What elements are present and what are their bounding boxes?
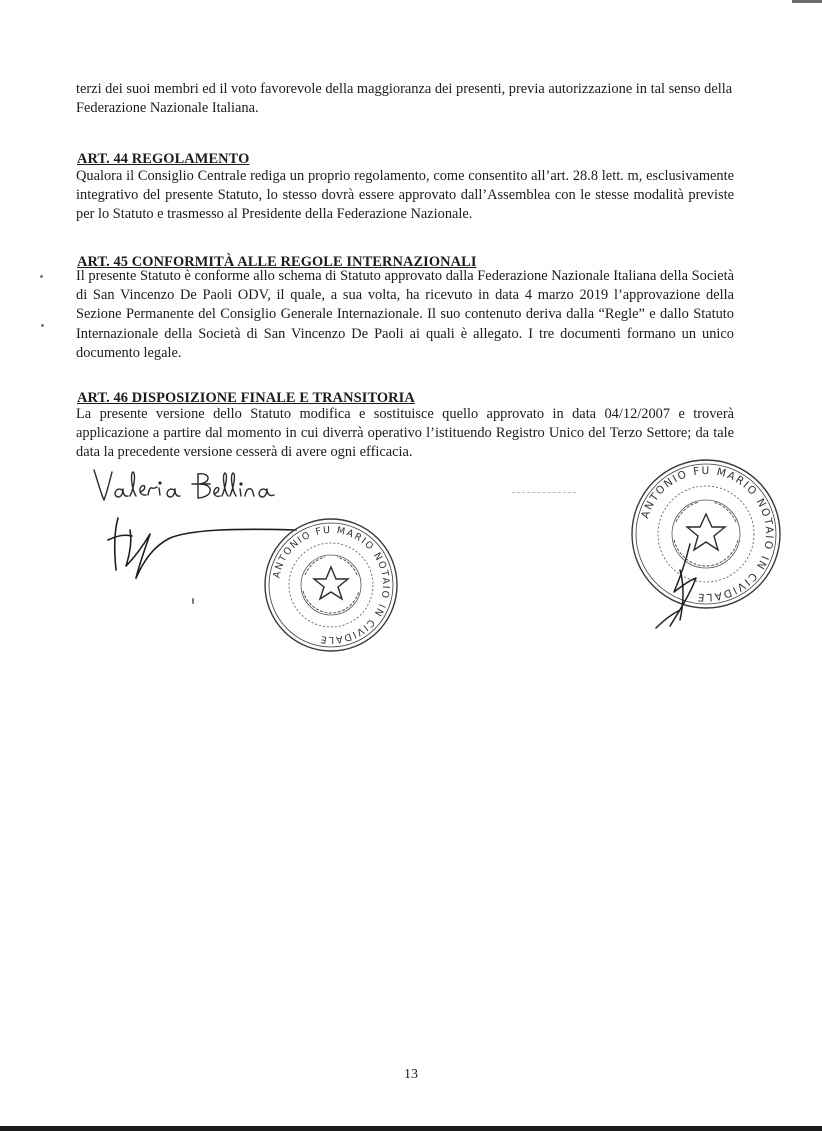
scan-speck — [40, 275, 43, 278]
svg-text:ANTONIO FU MARIO NOTAIO IN CIV: ANTONIO FU MARIO NOTAIO IN CIVIDALE — [639, 464, 776, 604]
article-46-body: La presente versione dello Statuto modifica e sostituisce quello approvato in data 04/12/2007 e troverà applicazione a partire dal momento in cui diverrà operativo l’istituendo Registro Unico del Terzo Settore; da tale data la precedente versione cesserà di avere ogni efficacia. — [76, 406, 734, 461]
svg-text:ANTONIO FU MARIO NOTAIO IN CIV: ANTONIO FU MARIO NOTAIO IN CIVIDALE — [271, 524, 392, 646]
signature-valeria-bellina — [88, 462, 308, 508]
article-45-heading: ART. 45 CONFORMITÀ ALLE REGOLE INTERNAZIONALI — [77, 254, 477, 270]
notary-signature-right — [650, 540, 710, 632]
article-45-body: Il presente Statuto è conforme allo schema di Statuto approvato dalla Federazione Nazionale Italiana della Società di San Vincenzo De Paoli ODV, il quale, a sua volta, ha ricevuto in data 4 marzo 2019 l’approvazione della Sezione Permanente del Consiglio Generale Internazionale. Il suo contenuto deriva dalla “Regle” e dallo Statuto Internazionale della Società di San Vincenzo De Paoli ai quali è allegato. I tre documenti formano un unico documento legale. — [76, 268, 734, 361]
article-46-heading: ART. 46 DISPOSIZIONE FINALE E TRANSITORIA — [77, 390, 415, 406]
article-44-body: Qualora il Consiglio Centrale rediga un proprio regolamento, come consentito all’art. 28.8 lett. m, esclusivamente integrativo del presente Statuto, lo stesso dovrà essere approvato dall’Assemblea con le stesse modalità previste per lo Statuto e trasmesso al Presidente della Federazione Nazionale. — [76, 168, 734, 223]
notary-stamp-left — [262, 516, 400, 654]
article-44-heading: ART. 44 REGOLAMENTO — [77, 151, 250, 167]
intro-paragraph: terzi dei suoi membri ed il voto favorevole della maggioranza dei presenti, previa autorizzazione in tal senso della Federazione Nazionale Italiana. — [76, 81, 733, 117]
scan-speck — [192, 598, 194, 604]
scan-dash-line — [512, 492, 576, 493]
page-number: 13 — [404, 1067, 418, 1082]
scan-edge-bottom — [0, 1126, 822, 1131]
scan-speck — [41, 324, 44, 327]
scan-edge-top — [792, 0, 822, 3]
